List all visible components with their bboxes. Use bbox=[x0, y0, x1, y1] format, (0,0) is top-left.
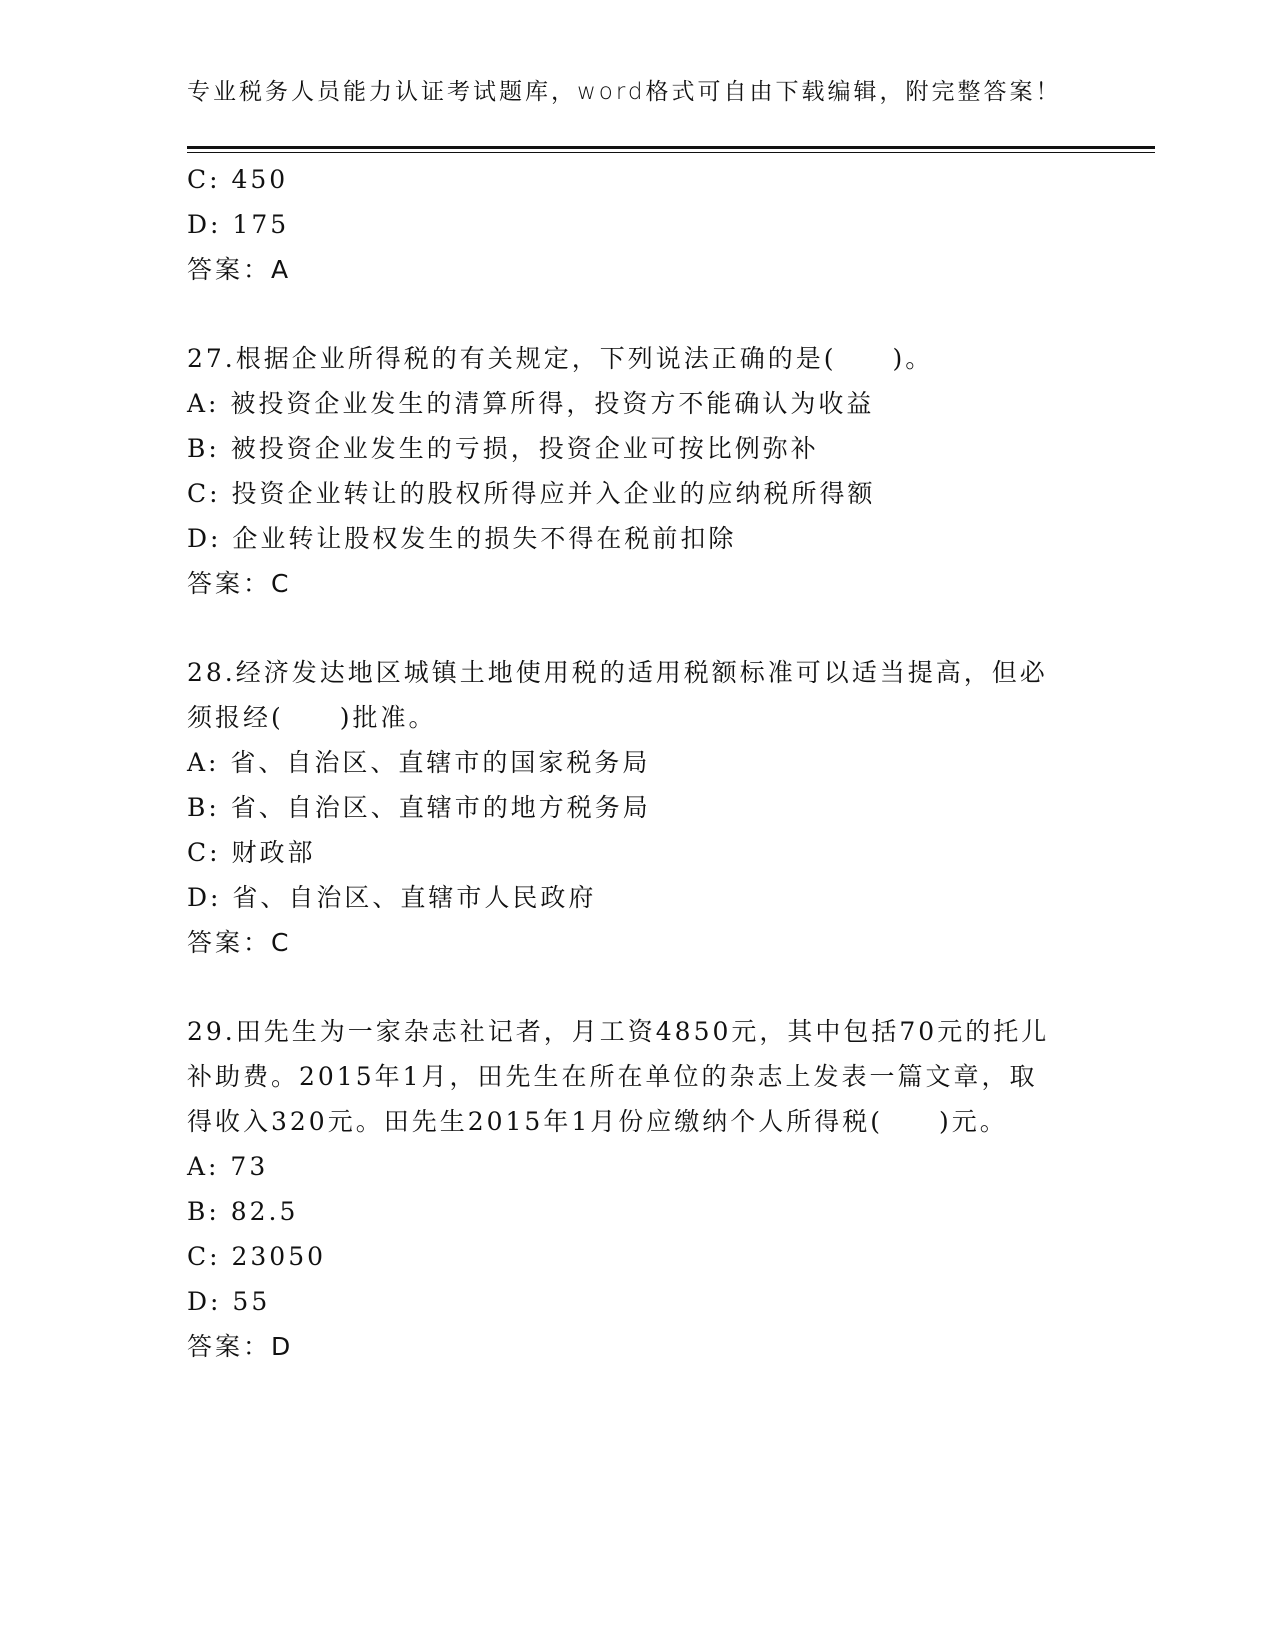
question-stem: 27.根据企业所得税的有关规定，下列说法正确的是( )。 bbox=[187, 344, 934, 373]
answer-line: 答案：C bbox=[187, 928, 292, 957]
question-stem: 28.经济发达地区城镇土地使用税的适用税额标准可以适当提高，但必 bbox=[187, 658, 1048, 687]
question-block bbox=[187, 336, 1087, 606]
page-header: 专业税务人员能力认证考试题库，word格式可自由下载编辑，附完整答案！ bbox=[187, 79, 1062, 105]
option-b: B: 省、自治区、直辖市的地方税务局 bbox=[187, 793, 651, 822]
question-block bbox=[187, 1009, 1087, 1369]
answer-line: 答案：C bbox=[187, 569, 292, 598]
question-stem-continued: 得收入320元。田先生2015年1月份应缴纳个人所得税( )元。 bbox=[187, 1107, 1008, 1136]
question-stem: 29.田先生为一家杂志社记者，月工资4850元，其中包括70元的托儿 bbox=[187, 1017, 1050, 1046]
question-list bbox=[187, 157, 1087, 1369]
option-a: A: 省、自治区、直辖市的国家税务局 bbox=[187, 748, 651, 777]
option-c: C: 财政部 bbox=[187, 838, 316, 867]
option-d: D: 省、自治区、直辖市人民政府 bbox=[187, 883, 597, 912]
option-b: B: 被投资企业发生的亏损，投资企业可按比例弥补 bbox=[187, 434, 819, 463]
header-rule-thin bbox=[187, 152, 1155, 153]
question-block bbox=[187, 157, 1087, 292]
option-c: C: 投资企业转让的股权所得应并入企业的应纳税所得额 bbox=[187, 479, 876, 508]
option-c: C: 450 bbox=[187, 165, 289, 194]
option-a: A: 73 bbox=[187, 1152, 269, 1181]
option-d: D: 企业转让股权发生的损失不得在税前扣除 bbox=[187, 524, 737, 553]
question-stem-continued: 补助费。2015年1月，田先生在所在单位的杂志上发表一篇文章，取 bbox=[187, 1062, 1038, 1091]
header-rule-thick bbox=[187, 146, 1155, 149]
option-a: A: 被投资企业发生的清算所得，投资方不能确认为收益 bbox=[187, 389, 875, 418]
option-d: D: 175 bbox=[187, 210, 290, 239]
option-b: B: 82.5 bbox=[187, 1197, 299, 1226]
answer-line: 答案：D bbox=[187, 1332, 294, 1361]
question-stem-continued: 须报经( )批准。 bbox=[187, 703, 437, 732]
question-block bbox=[187, 650, 1087, 965]
answer-line: 答案：A bbox=[187, 255, 292, 284]
option-d: D: 55 bbox=[187, 1287, 271, 1316]
option-c: C: 23050 bbox=[187, 1242, 327, 1271]
